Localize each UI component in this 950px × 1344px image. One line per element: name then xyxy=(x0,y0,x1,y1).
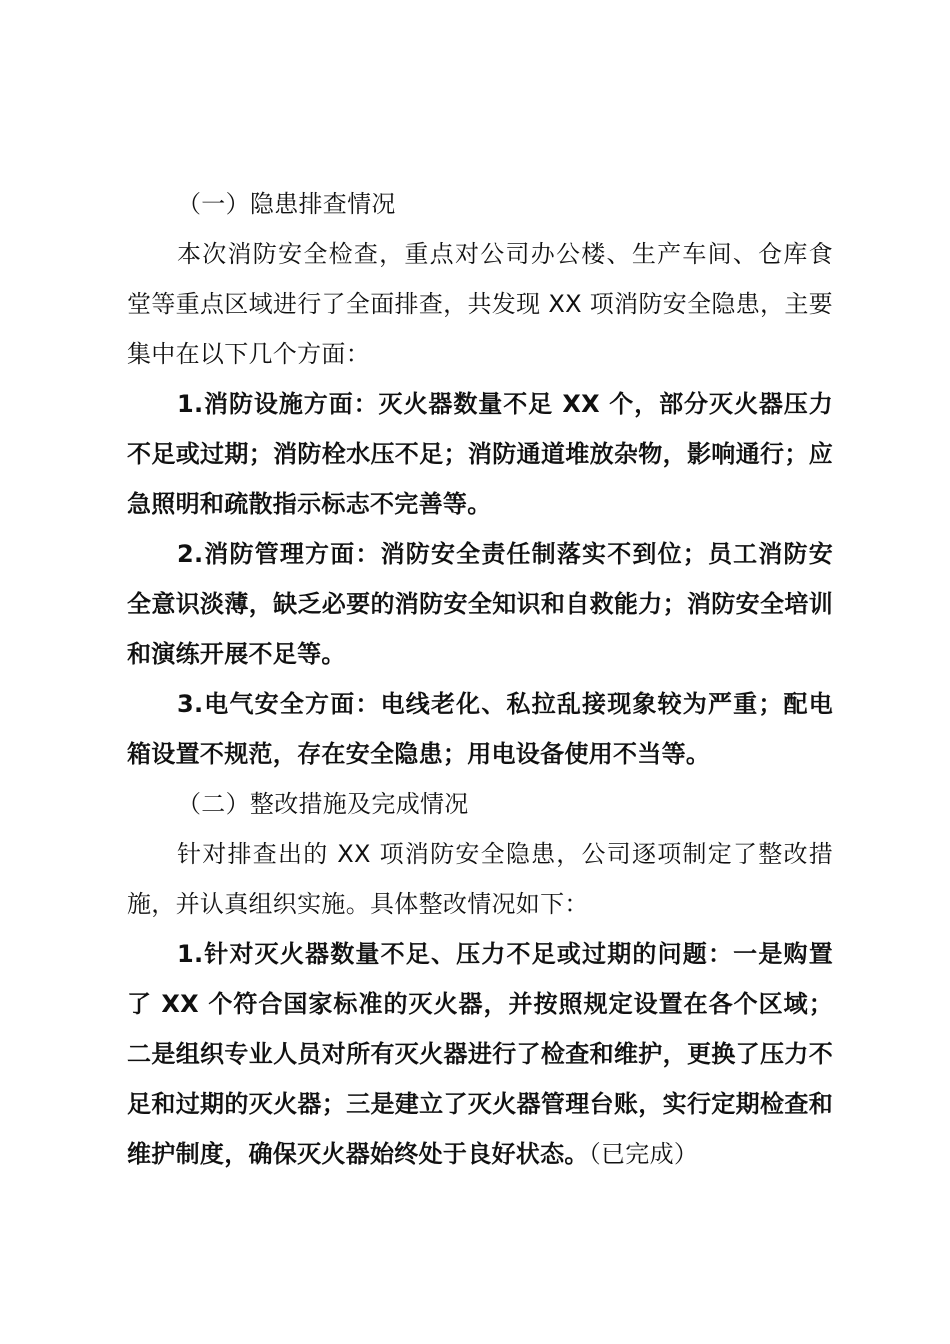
issue-item-electrical: 3.电气安全方面：电线老化、私拉乱接现象较为严重；配电箱设置不规范，存在安全隐患；用电设备使用不当等。 xyxy=(127,690,833,768)
intro-paragraph: 本次消防安全检查，重点对公司办公楼、生产车间、仓库食堂等重点区域进行了全面排查，共发现 XX 项消防安全隐患，主要集中在以下几个方面： xyxy=(127,240,833,368)
section-heading-1: （一）隐患排查情况 xyxy=(177,190,396,218)
issue-item-facilities: 1.消防设施方面：灭火器数量不足 XX 个，部分灭火器压力不足或过期；消防栓水压不足；消防通道堆放杂物，影响通行；应急照明和疏散指示标志不完善等。 xyxy=(127,390,833,518)
completion-status: （已完成） xyxy=(588,1140,699,1168)
section-heading-2: （二）整改措施及完成情况 xyxy=(177,790,469,818)
measure-item-extinguishers xyxy=(127,929,833,1179)
measure-item-text: 1.针对灭火器数量不足、压力不足或过期的问题：一是购置了 XX 个符合国家标准的灭火器，并按照规定设置在各个区域；二是组织专业人员对所有灭火器进行了检查和维护，更换了压力不足和过期的灭火器；三是建立了灭火器管理台账，实行定期检查和维护制度，确保灭火器始终处于良好状态。 xyxy=(127,940,833,1168)
document-page xyxy=(127,179,833,1179)
rectification-intro-paragraph: 针对排查出的 XX 项消防安全隐患，公司逐项制定了整改措施，并认真组织实施。具体整改情况如下： xyxy=(127,840,833,918)
issue-item-management: 2.消防管理方面：消防安全责任制落实不到位；员工消防安全意识淡薄，缺乏必要的消防安全知识和自救能力；消防安全培训和演练开展不足等。 xyxy=(127,540,833,668)
